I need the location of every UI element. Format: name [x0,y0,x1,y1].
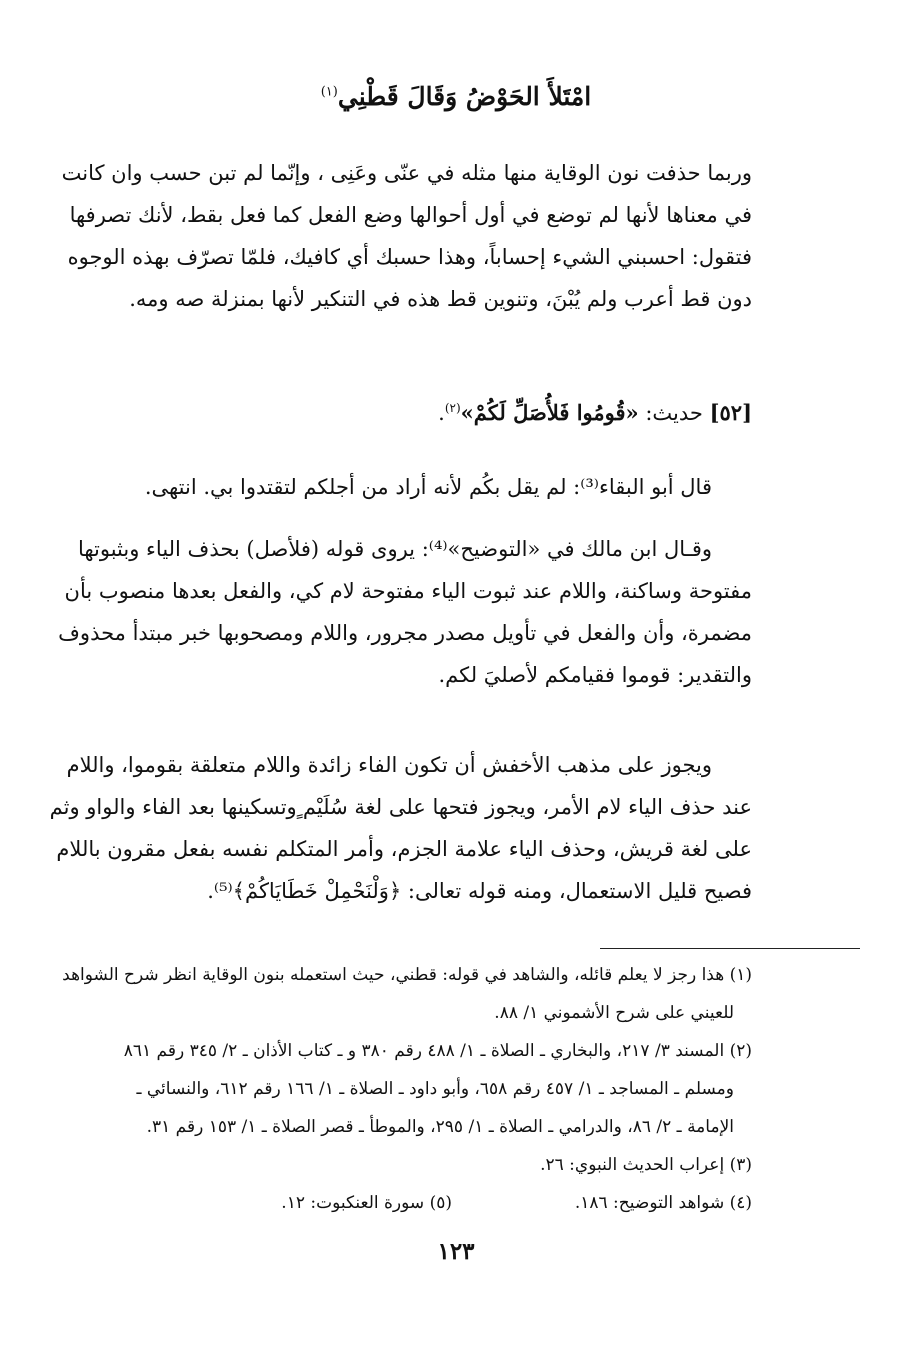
footnotes [62,956,752,1222]
footnote-1-line: للعيني على شرح الأشموني ١/ ٨٨. [494,1003,734,1023]
footnote-1-line: (١) هذا رجز لا يعلم قائله، والشاهد في قوله: قطني، حيث استعمله بنون الوقاية انظر شرح الشواهد [62,965,752,985]
text-line: دون قط أعرب ولم يُبْنَ، وتنوين قط هذه في التنكير لأنها بمنزلة صه ومه. [129,287,752,311]
text-line: عند حذف الياء لام الأمر، ويجوز فتحها على لغة سُلَيْم ٍوتسكينها بعد الفاء والواو وثم [49,795,752,819]
hadith-end: . [438,401,445,425]
footnote-row [160,1184,752,1222]
footnote-2-line: ومسلم ـ المساجد ـ ١/ ٤٥٧ رقم ٦٥٨، وأبو داود ـ الصلاة ـ ١/ ١٦٦ رقم ٦١٢، والنسائي ـ [136,1079,734,1099]
text-line: ويجوز على مذهب الأخفش أن تكون الفاء زائدة واللام متعلقة بقوموا، واللام [66,753,712,777]
text-line: في معناها لأنها لم توضع في أول أحوالها وضع الفعل كما فعل بقط، لأنك تصرفها [69,203,752,227]
footnote-3: (٣) إعراب الحديث النبوي: ٢٦. [540,1155,752,1175]
hadith-label: حديث: [645,401,703,425]
footnote-separator [600,948,860,949]
paragraph-3 [58,528,752,696]
footnote-4: (٤) شواهد التوضيح: ١٨٦. [574,1193,752,1213]
paragraph-4 [49,744,752,912]
text-line: والتقدير: قوموا فقيامكم لأصليَ لكم. [438,663,752,687]
paragraph-1 [61,152,752,320]
footnote-2-line: الإمامة ـ ٢/ ٨٦، والدرامي ـ الصلاة ـ ١/ ٢٩٥، والموطأ ـ قصر الصلاة ـ ١/ ١٥٣ رقم ٣١. [146,1117,734,1137]
text-line: على لغة قريش، وحذف الياء علامة الجزم، وأمر المتكلم نفسه بفعل مقرون باللام [56,837,752,861]
text-line: وربما حذفت نون الوقاية منها مثله في عنّى وعَنِى ، وإنّما لم تبن حسب وان كانت [61,161,752,185]
hadith-number: [٥٢] [709,400,752,425]
text-line: مضمرة، وأن والفعل في تأويل مصدر مجرور، واللام ومصحوبها خبر مبتدأ محذوف [58,621,752,645]
text-line: فصيح قليل الاستعمال، ومنه قوله تعالى: ﴿وَلْنَحْمِلْ خَطَايَاكُمْ﴾⁽⁵⁾. [207,879,752,903]
text-line: قال أبو البقاء⁽³⁾: لم يقل بكُم لأنه أراد من أجلكم لتقتدوا بي. انتهى. [144,475,712,499]
page-number: ١٢٣ [437,1238,475,1265]
footnote-2-line: (٢) المسند ٣/ ٢١٧، والبخاري ـ الصلاة ـ ١/ ٤٨٨ رقم ٣٨٠ و ـ كتاب الأذان ـ ٢/ ٣٤٥ رقم ٨٦١ [123,1041,752,1061]
footnote-5: (٥) سورة العنكبوت: ١٢. [281,1193,452,1213]
footnote-marker: (٢) [444,401,461,415]
text-line: مفتوحة وساكنة، واللام عند ثبوت الياء مفتوحة لام كي، والفعل بعدها منصوب بأن [64,579,752,603]
footnote-marker: (١) [320,84,338,100]
verse-text: امْتَلأَ الحَوْضُ وَقَالَ قَطْنِي [337,82,592,111]
hadith-heading [160,400,752,425]
text-line: فتقول: احسبني الشيء إحساباً، وهذا حسبك أي كافيك، فلمّا تصرّف بهذه الوجوه [67,245,752,269]
hadith-text: «قُومُوا فَلأُصَلِّ لَكُمْ» [460,400,639,425]
text-line: وقـال ابن مالك في «التوضيح»⁽⁴⁾: يروى قوله (فلأصل) بحذف الياء وبثبوتها [77,537,712,561]
verse-heading [0,82,912,111]
paragraph-2 [144,466,752,508]
